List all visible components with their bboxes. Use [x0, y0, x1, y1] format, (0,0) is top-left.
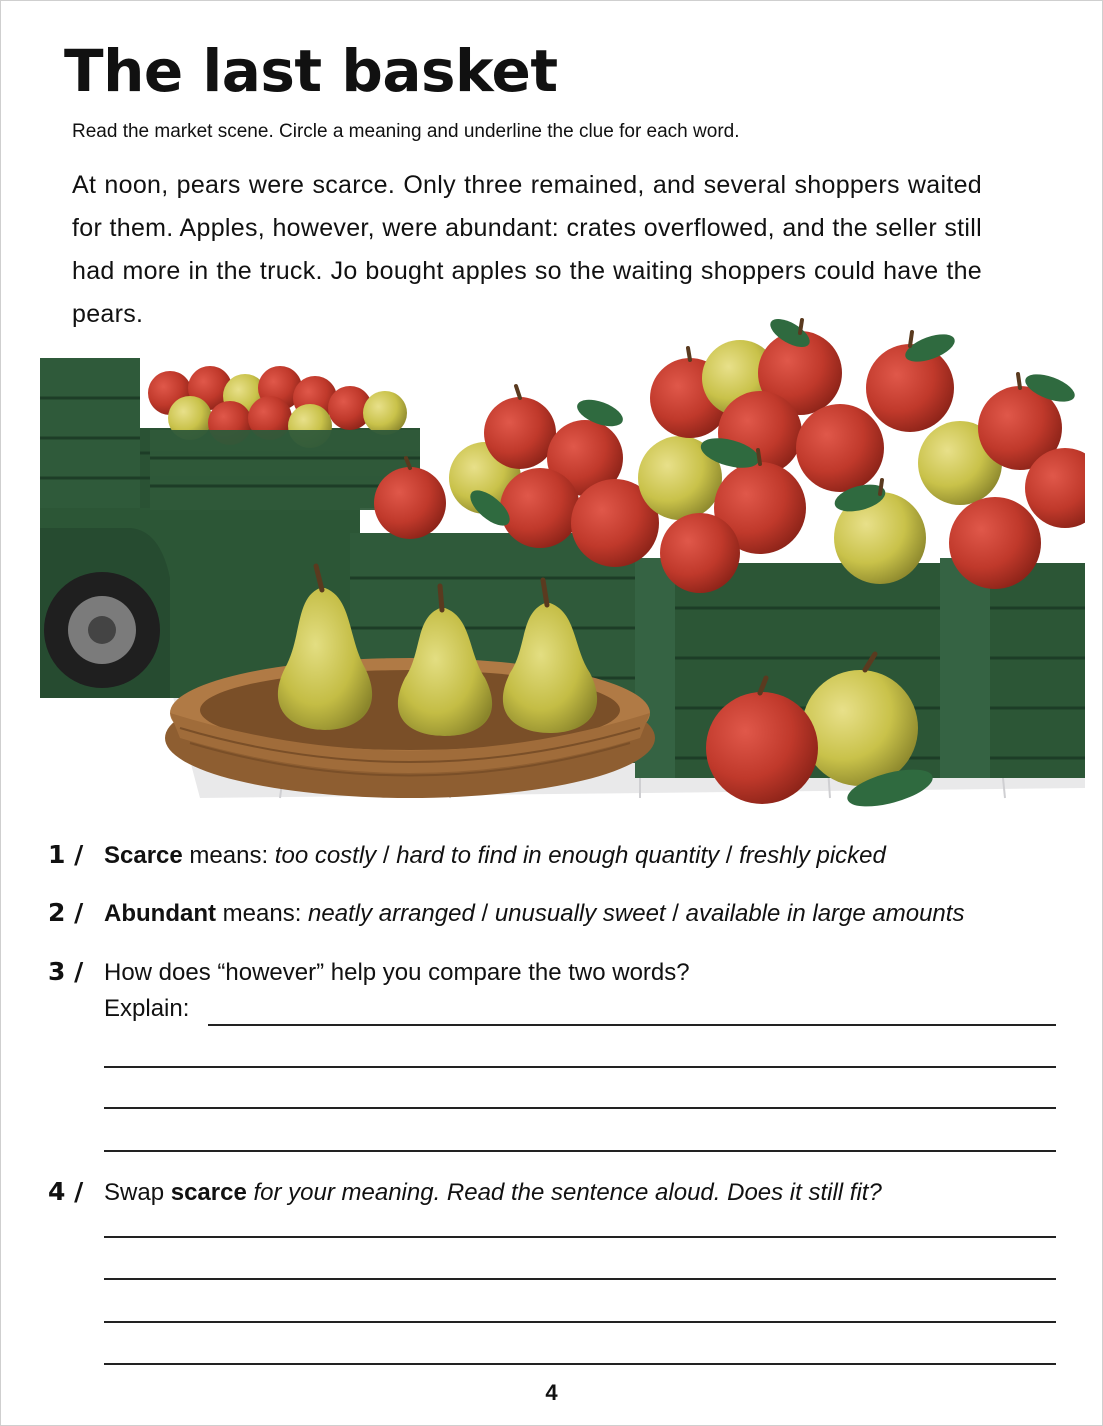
option-1[interactable]: neatly arranged	[308, 900, 475, 927]
question-1	[48, 840, 886, 871]
answer-line[interactable]	[104, 1363, 1056, 1365]
answer-line[interactable]	[208, 1024, 1056, 1026]
answer-line[interactable]	[104, 1107, 1056, 1109]
question-number: 1 /	[48, 840, 84, 869]
answer-line[interactable]	[104, 1236, 1056, 1238]
question-3	[48, 957, 690, 988]
answer-line[interactable]	[104, 1321, 1056, 1323]
means-label: means:	[189, 842, 269, 869]
option-separator: /	[382, 842, 390, 869]
explain-label: Explain:	[104, 995, 190, 1022]
option-2[interactable]: hard to find in enough quantity	[396, 842, 720, 869]
market-scene-illustration	[40, 318, 1085, 808]
option-1[interactable]: too costly	[274, 842, 377, 869]
answer-line[interactable]	[104, 1278, 1056, 1280]
option-separator: /	[725, 842, 733, 869]
vocab-word: Abundant	[104, 900, 216, 927]
question-number: 3 /	[48, 957, 84, 986]
vocab-word: Scarce	[104, 842, 183, 869]
option-separator: /	[672, 900, 679, 927]
option-3[interactable]: freshly picked	[739, 842, 886, 869]
question-number: 2 /	[48, 898, 84, 927]
page-title: The last basket	[64, 37, 558, 105]
instructions: Read the market scene. Circle a meaning and underline the clue for each word.	[72, 121, 740, 142]
option-3[interactable]: available in large amounts	[685, 900, 965, 927]
page-number: 4	[545, 1380, 558, 1405]
question-text: How does “however” help you compare the two words?	[104, 959, 690, 986]
question-text-post: for your meaning. Read the sentence aloud. Does it still fit?	[253, 1179, 882, 1206]
answer-line[interactable]	[104, 1150, 1056, 1152]
vocab-word: scarce	[170, 1179, 247, 1206]
reading-passage: At noon, pears were scarce. Only three remained, and several shoppers waited for them. Apples, however, were abundant: crates overflowed, and the seller still had more in the truck. Jo bought apples so the waiting shoppers could have the pears.	[72, 171, 982, 328]
question-2	[48, 898, 964, 929]
question-text-pre: Swap	[104, 1179, 165, 1206]
question-number: 4 /	[48, 1177, 84, 1206]
question-4	[48, 1177, 882, 1208]
answer-line[interactable]	[104, 1066, 1056, 1068]
option-separator: /	[481, 900, 489, 927]
option-2[interactable]: unusually sweet	[494, 900, 666, 927]
means-label: means:	[222, 900, 302, 927]
